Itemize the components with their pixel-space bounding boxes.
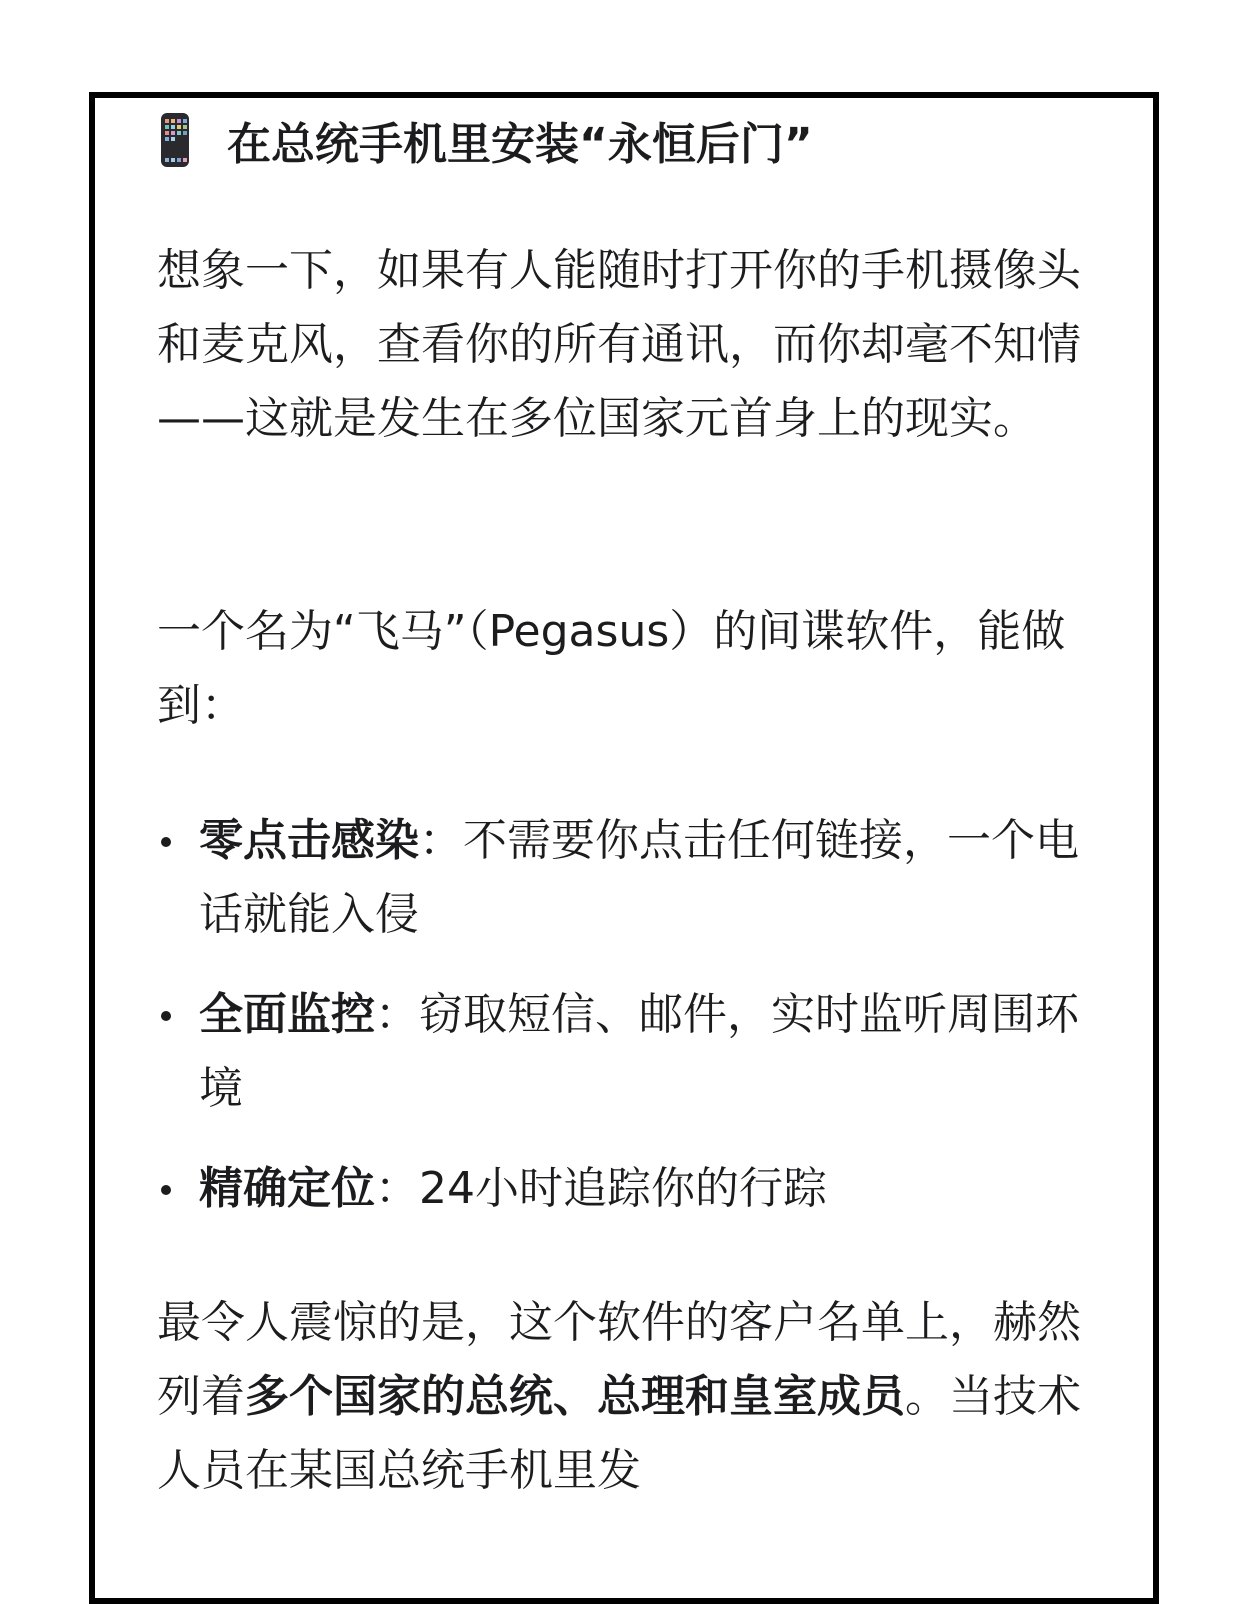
bullet-icon [161,1011,171,1021]
bullet-icon [161,837,171,847]
section-heading [161,108,813,172]
capability-desc: 24小时追踪你的行踪 [419,1163,827,1214]
section-title: 在总统手机里安装“永恒后门” [227,119,813,170]
intro-paragraph: 想象一下，如果有人能随时打开你的手机摄像头和麦克风，查看你的所有通讯，而你却毫不知情——这就是发生在多位国家元首身上的现实。 [157,245,1081,444]
capability-desc: 窃取短信、邮件，实时监听周围环境 [199,989,1079,1114]
bullet-icon [161,1185,171,1195]
pegasus-paragraph: 一个名为“飞马”（Pegasus）的间谍软件，能做到： [157,606,1066,731]
list-item: 零点击感染：不需要你点击任何链接，一个电话就能入侵 [157,804,1117,952]
mobile-phone-icon [161,113,189,167]
list-item: 全面监控：窃取短信、邮件，实时监听周围环境 [157,978,1117,1126]
capability-label: 全面监控 [199,989,375,1040]
shock-paragraph: 最令人震惊的是，这个软件的客户名单上，赫然列着多个国家的总统、总理和皇室成员。当技术人员在某国总统手机里发 [157,1297,1081,1496]
capability-label: 零点击感染 [199,815,419,866]
list-item: 精确定位：24小时追踪你的行踪 [157,1152,1117,1226]
capability-desc: 不需要你点击任何链接，一个电话就能入侵 [199,815,1079,940]
article-card [89,92,1159,1604]
highlight-text: 多个国家的总统、总理和皇室成员 [245,1371,905,1422]
capabilities-list [157,804,1117,1252]
capability-label: 精确定位 [199,1163,375,1214]
